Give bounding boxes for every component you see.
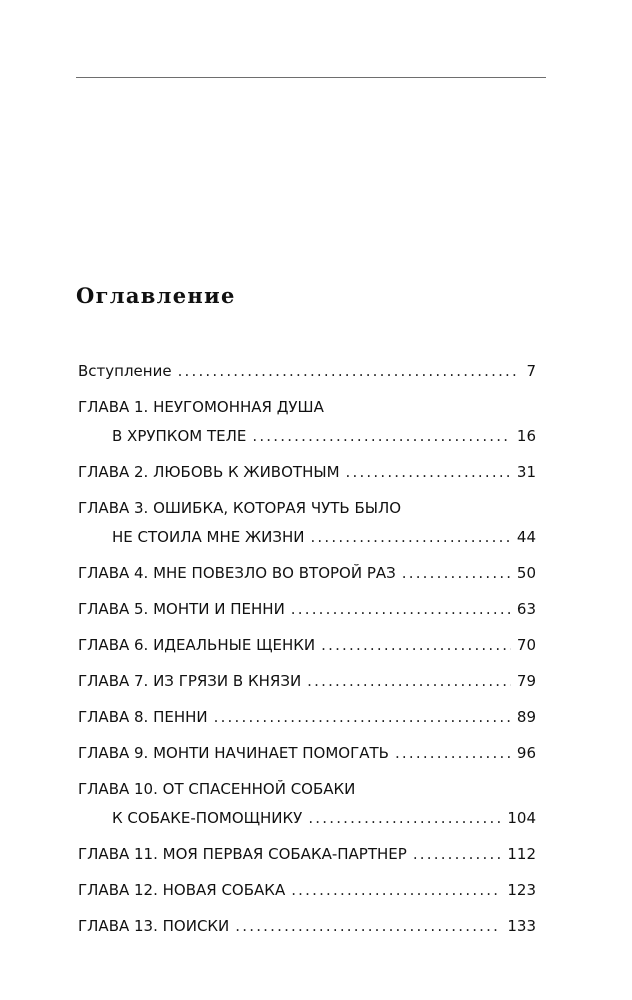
dot-leader	[346, 458, 511, 487]
toc-entry[interactable]	[78, 631, 536, 660]
toc-entry-title: К СОБАКЕ-ПОМОЩНИКУ	[112, 809, 303, 827]
dot-leader	[321, 631, 511, 660]
toc-entry-title: ГЛАВА 4. МНЕ ПОВЕЗЛО ВО ВТОРОЙ РАЗ	[78, 564, 396, 582]
dot-leader	[291, 876, 501, 905]
toc-entry-line	[78, 631, 536, 660]
toc-page-number: 63	[516, 600, 536, 618]
toc-entry[interactable]	[78, 667, 536, 696]
toc-entry-title: В ХРУПКОМ ТЕЛЕ	[112, 427, 247, 445]
dot-leader	[310, 523, 510, 552]
toc-entry-title: ГЛАВА 7. ИЗ ГРЯЗИ В КНЯЗИ	[78, 672, 302, 690]
toc-entry-line	[78, 876, 536, 905]
toc-page-number: 96	[516, 744, 536, 762]
toc-entry[interactable]	[78, 393, 536, 451]
dot-leader	[291, 595, 511, 624]
dot-leader	[402, 559, 511, 588]
toc-page-number: 123	[507, 881, 536, 899]
toc-entry-title: ГЛАВА 11. МОЯ ПЕРВАЯ СОБАКА-ПАРТНЕР	[78, 845, 407, 863]
toc-entry-line	[78, 912, 536, 941]
toc-entry-line	[78, 494, 536, 523]
toc-entry-continuation-line	[78, 804, 536, 833]
toc-entry-line	[78, 595, 536, 624]
toc-entry[interactable]	[78, 876, 536, 905]
toc-entry[interactable]	[78, 775, 536, 833]
dot-leader	[235, 912, 501, 941]
toc-entry[interactable]	[78, 840, 536, 869]
toc-page-number: 79	[516, 672, 536, 690]
toc-entry-continuation-line	[78, 422, 536, 451]
toc-entry-line	[78, 458, 536, 487]
toc-page-number: 112	[507, 845, 536, 863]
toc-entry-title: ГЛАВА 2. ЛЮБОВЬ К ЖИВОТНЫМ	[78, 463, 340, 481]
toc-entry-continuation-line	[78, 523, 536, 552]
toc-page-number: 89	[516, 708, 536, 726]
toc-entry-title: ГЛАВА 12. НОВАЯ СОБАКА	[78, 881, 286, 899]
toc-entry-line	[78, 775, 536, 804]
toc-entry-line	[78, 393, 536, 422]
top-divider	[76, 77, 546, 78]
toc-entry-title: ГЛАВА 5. МОНТИ И ПЕННИ	[78, 600, 285, 618]
toc-entry-line	[78, 703, 536, 732]
page-title: Оглавление	[76, 283, 236, 308]
toc-entry-title: ГЛАВА 9. МОНТИ НАЧИНАЕТ ПОМОГАТЬ	[78, 744, 389, 762]
toc-entry-title: ГЛАВА 6. ИДЕАЛЬНЫЕ ЩЕНКИ	[78, 636, 316, 654]
toc-entry-line	[78, 840, 536, 869]
toc-entry-title: Вступление	[78, 362, 172, 380]
toc-entry[interactable]	[78, 494, 536, 552]
toc-page-number: 31	[516, 463, 536, 481]
toc-page-number: 50	[516, 564, 536, 582]
toc-page-number: 16	[516, 427, 536, 445]
dot-leader	[395, 739, 511, 768]
toc-entry[interactable]	[78, 458, 536, 487]
toc-entry[interactable]	[78, 703, 536, 732]
toc-entry-title: ГЛАВА 1. НЕУГОМОННАЯ ДУША	[78, 398, 324, 416]
toc-entry[interactable]	[78, 559, 536, 588]
toc-entry[interactable]	[78, 357, 536, 386]
toc-page-number: 133	[507, 917, 536, 935]
toc-entry-line	[78, 357, 536, 386]
dot-leader	[178, 357, 518, 386]
toc-entry-line	[78, 559, 536, 588]
dot-leader	[252, 422, 511, 451]
dot-leader	[308, 804, 501, 833]
toc-entry-title: ГЛАВА 10. ОТ СПАСЕННОЙ СОБАКИ	[78, 780, 356, 798]
dot-leader	[214, 703, 511, 732]
toc-entry-line	[78, 739, 536, 768]
toc-entry-title: ГЛАВА 13. ПОИСКИ	[78, 917, 230, 935]
toc-entry[interactable]	[78, 739, 536, 768]
toc-entry-title: НЕ СТОИЛА МНЕ ЖИЗНИ	[112, 528, 305, 546]
toc-entry-title: ГЛАВА 8. ПЕННИ	[78, 708, 208, 726]
toc-entry[interactable]	[78, 595, 536, 624]
table-of-contents	[78, 357, 536, 941]
dot-leader	[307, 667, 511, 696]
toc-page-number: 44	[516, 528, 536, 546]
toc-entry[interactable]	[78, 912, 536, 941]
toc-page-number: 70	[516, 636, 536, 654]
toc-page-number: 104	[507, 809, 536, 827]
toc-page-number: 7	[526, 362, 536, 380]
toc-entry-line	[78, 667, 536, 696]
dot-leader	[413, 840, 502, 869]
toc-entry-title: ГЛАВА 3. ОШИБКА, КОТОРАЯ ЧУТЬ БЫЛО	[78, 499, 402, 517]
